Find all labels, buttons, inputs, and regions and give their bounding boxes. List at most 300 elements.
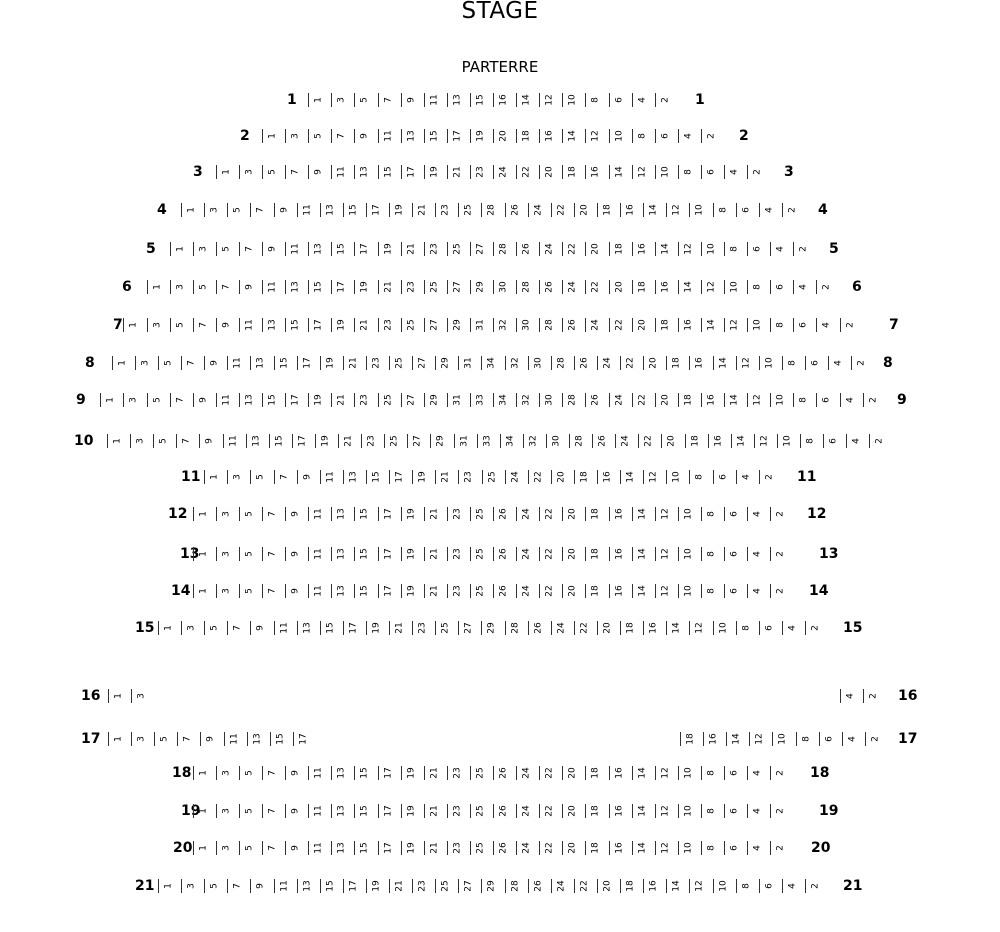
seat[interactable] bbox=[130, 433, 148, 449]
seat[interactable] bbox=[366, 469, 384, 485]
seat[interactable] bbox=[193, 241, 211, 257]
seat[interactable] bbox=[747, 583, 765, 599]
seat[interactable] bbox=[361, 433, 379, 449]
seat[interactable] bbox=[308, 546, 326, 562]
seat[interactable] bbox=[401, 583, 419, 599]
seat[interactable] bbox=[389, 620, 407, 636]
seat[interactable] bbox=[227, 469, 245, 485]
seat[interactable] bbox=[447, 546, 465, 562]
seat[interactable] bbox=[562, 765, 580, 781]
seat[interactable] bbox=[181, 355, 199, 371]
seat[interactable] bbox=[250, 620, 268, 636]
seat[interactable] bbox=[539, 241, 557, 257]
seat[interactable] bbox=[447, 128, 465, 144]
seat[interactable] bbox=[285, 840, 303, 856]
seat[interactable] bbox=[401, 241, 419, 257]
seat[interactable] bbox=[227, 878, 245, 894]
seat[interactable] bbox=[800, 433, 818, 449]
seat[interactable] bbox=[308, 803, 326, 819]
seat[interactable] bbox=[262, 241, 280, 257]
seat[interactable] bbox=[805, 620, 823, 636]
seat[interactable] bbox=[158, 355, 176, 371]
seat[interactable] bbox=[401, 765, 419, 781]
seat[interactable] bbox=[632, 840, 650, 856]
seat[interactable] bbox=[701, 840, 719, 856]
seat[interactable] bbox=[308, 164, 326, 180]
seat[interactable] bbox=[401, 546, 419, 562]
seat[interactable] bbox=[562, 803, 580, 819]
seat[interactable] bbox=[562, 546, 580, 562]
seat[interactable] bbox=[401, 92, 419, 108]
seat[interactable] bbox=[562, 392, 580, 408]
seat[interactable] bbox=[539, 546, 557, 562]
seat[interactable] bbox=[158, 878, 176, 894]
seat[interactable] bbox=[493, 317, 511, 333]
seat[interactable] bbox=[285, 164, 303, 180]
seat[interactable] bbox=[689, 878, 707, 894]
seat[interactable] bbox=[470, 583, 488, 599]
seat[interactable] bbox=[447, 241, 465, 257]
seat[interactable] bbox=[620, 202, 638, 218]
seat[interactable] bbox=[516, 92, 534, 108]
seat[interactable] bbox=[793, 392, 811, 408]
seat[interactable] bbox=[713, 878, 731, 894]
seat[interactable] bbox=[331, 840, 349, 856]
seat[interactable] bbox=[620, 878, 638, 894]
seat[interactable] bbox=[354, 803, 372, 819]
seat[interactable] bbox=[770, 317, 788, 333]
seat[interactable] bbox=[493, 241, 511, 257]
seat[interactable] bbox=[424, 317, 442, 333]
seat[interactable] bbox=[539, 583, 557, 599]
seat[interactable] bbox=[816, 279, 834, 295]
seat[interactable] bbox=[401, 840, 419, 856]
seat[interactable] bbox=[736, 620, 754, 636]
seat[interactable] bbox=[609, 583, 627, 599]
seat[interactable] bbox=[574, 469, 592, 485]
seat[interactable] bbox=[493, 803, 511, 819]
seat[interactable] bbox=[412, 878, 430, 894]
seat[interactable] bbox=[331, 92, 349, 108]
seat[interactable] bbox=[678, 546, 696, 562]
seat[interactable] bbox=[354, 128, 372, 144]
seat[interactable] bbox=[343, 202, 361, 218]
seat[interactable] bbox=[424, 164, 442, 180]
seat[interactable] bbox=[585, 317, 603, 333]
seat[interactable] bbox=[609, 840, 627, 856]
seat[interactable] bbox=[615, 433, 633, 449]
seat[interactable] bbox=[204, 202, 222, 218]
seat[interactable] bbox=[401, 164, 419, 180]
seat[interactable] bbox=[204, 469, 222, 485]
seat[interactable] bbox=[285, 317, 303, 333]
seat[interactable] bbox=[782, 620, 800, 636]
seat[interactable] bbox=[782, 202, 800, 218]
seat[interactable] bbox=[655, 317, 673, 333]
seat[interactable] bbox=[239, 840, 257, 856]
seat[interactable] bbox=[759, 355, 777, 371]
seat[interactable] bbox=[851, 355, 869, 371]
seat[interactable] bbox=[701, 546, 719, 562]
seat[interactable] bbox=[869, 433, 887, 449]
seat[interactable] bbox=[597, 469, 615, 485]
seat[interactable] bbox=[262, 164, 280, 180]
seat[interactable] bbox=[239, 392, 257, 408]
seat[interactable] bbox=[772, 731, 790, 747]
seat[interactable] bbox=[708, 433, 726, 449]
seat[interactable] bbox=[562, 164, 580, 180]
seat[interactable] bbox=[285, 241, 303, 257]
seat[interactable] bbox=[759, 202, 777, 218]
seat[interactable] bbox=[632, 765, 650, 781]
seat[interactable] bbox=[539, 392, 557, 408]
seat[interactable] bbox=[724, 241, 742, 257]
seat[interactable] bbox=[216, 279, 234, 295]
seat[interactable] bbox=[389, 878, 407, 894]
seat[interactable] bbox=[401, 128, 419, 144]
seat[interactable] bbox=[354, 164, 372, 180]
seat[interactable] bbox=[701, 128, 719, 144]
seat[interactable] bbox=[239, 241, 257, 257]
seat[interactable] bbox=[216, 164, 234, 180]
seat[interactable] bbox=[574, 202, 592, 218]
seat[interactable] bbox=[678, 840, 696, 856]
seat[interactable] bbox=[378, 279, 396, 295]
seat[interactable] bbox=[703, 731, 721, 747]
seat[interactable] bbox=[747, 317, 765, 333]
seat[interactable] bbox=[216, 241, 234, 257]
seat[interactable] bbox=[447, 317, 465, 333]
seat[interactable] bbox=[777, 433, 795, 449]
seat[interactable] bbox=[262, 583, 280, 599]
seat[interactable] bbox=[239, 164, 257, 180]
seat[interactable] bbox=[378, 128, 396, 144]
seat[interactable] bbox=[447, 506, 465, 522]
seat[interactable] bbox=[204, 355, 222, 371]
seat[interactable] bbox=[609, 279, 627, 295]
seat[interactable] bbox=[493, 765, 511, 781]
seat[interactable] bbox=[516, 546, 534, 562]
seat[interactable] bbox=[770, 840, 788, 856]
seat[interactable] bbox=[343, 878, 361, 894]
seat[interactable] bbox=[724, 164, 742, 180]
seat[interactable] bbox=[239, 583, 257, 599]
seat[interactable] bbox=[747, 241, 765, 257]
seat[interactable] bbox=[655, 765, 673, 781]
seat[interactable] bbox=[632, 241, 650, 257]
seat[interactable] bbox=[689, 620, 707, 636]
seat[interactable] bbox=[505, 355, 523, 371]
seat[interactable] bbox=[331, 279, 349, 295]
seat[interactable] bbox=[193, 803, 211, 819]
seat[interactable] bbox=[505, 202, 523, 218]
seat[interactable] bbox=[782, 355, 800, 371]
seat[interactable] bbox=[574, 620, 592, 636]
seat[interactable] bbox=[585, 803, 603, 819]
seat[interactable] bbox=[331, 392, 349, 408]
seat[interactable] bbox=[632, 317, 650, 333]
seat[interactable] bbox=[796, 731, 814, 747]
seat[interactable] bbox=[378, 392, 396, 408]
seat[interactable] bbox=[666, 355, 684, 371]
seat[interactable] bbox=[331, 803, 349, 819]
seat[interactable] bbox=[816, 317, 834, 333]
seat[interactable] bbox=[447, 392, 465, 408]
seat[interactable] bbox=[551, 469, 569, 485]
seat[interactable] bbox=[458, 878, 476, 894]
seat[interactable] bbox=[597, 620, 615, 636]
seat[interactable] bbox=[840, 317, 858, 333]
seat[interactable] bbox=[678, 583, 696, 599]
seat[interactable] bbox=[412, 469, 430, 485]
seat[interactable] bbox=[401, 317, 419, 333]
seat[interactable] bbox=[378, 164, 396, 180]
seat[interactable] bbox=[562, 128, 580, 144]
seat[interactable] bbox=[308, 92, 326, 108]
seat[interactable] bbox=[193, 317, 211, 333]
seat[interactable] bbox=[493, 164, 511, 180]
seat[interactable] bbox=[193, 546, 211, 562]
seat[interactable] bbox=[412, 202, 430, 218]
seat[interactable] bbox=[424, 128, 442, 144]
seat[interactable] bbox=[216, 803, 234, 819]
seat[interactable] bbox=[842, 731, 860, 747]
seat[interactable] bbox=[539, 840, 557, 856]
seat[interactable] bbox=[585, 164, 603, 180]
seat[interactable] bbox=[331, 506, 349, 522]
seat[interactable] bbox=[528, 202, 546, 218]
seat[interactable] bbox=[199, 433, 217, 449]
seat[interactable] bbox=[770, 506, 788, 522]
seat[interactable] bbox=[470, 164, 488, 180]
seat[interactable] bbox=[655, 506, 673, 522]
seat[interactable] bbox=[193, 279, 211, 295]
seat[interactable] bbox=[308, 279, 326, 295]
seat[interactable] bbox=[435, 202, 453, 218]
seat[interactable] bbox=[378, 840, 396, 856]
seat[interactable] bbox=[239, 803, 257, 819]
seat[interactable] bbox=[401, 506, 419, 522]
seat[interactable] bbox=[216, 840, 234, 856]
seat[interactable] bbox=[632, 128, 650, 144]
seat[interactable] bbox=[297, 469, 315, 485]
seat[interactable] bbox=[477, 433, 495, 449]
seat[interactable] bbox=[713, 469, 731, 485]
seat[interactable] bbox=[308, 317, 326, 333]
seat[interactable] bbox=[181, 620, 199, 636]
seat[interactable] bbox=[666, 620, 684, 636]
seat[interactable] bbox=[701, 583, 719, 599]
seat[interactable] bbox=[331, 164, 349, 180]
seat[interactable] bbox=[747, 392, 765, 408]
seat[interactable] bbox=[793, 317, 811, 333]
seat[interactable] bbox=[470, 92, 488, 108]
seat[interactable] bbox=[770, 765, 788, 781]
seat[interactable] bbox=[770, 583, 788, 599]
seat[interactable] bbox=[505, 878, 523, 894]
seat[interactable] bbox=[435, 469, 453, 485]
seat[interactable] bbox=[562, 506, 580, 522]
seat[interactable] bbox=[551, 620, 569, 636]
seat[interactable] bbox=[216, 506, 234, 522]
seat[interactable] bbox=[204, 878, 222, 894]
seat[interactable] bbox=[366, 878, 384, 894]
seat[interactable] bbox=[354, 765, 372, 781]
seat[interactable] bbox=[308, 583, 326, 599]
seat[interactable] bbox=[863, 688, 881, 704]
seat[interactable] bbox=[227, 355, 245, 371]
seat[interactable] bbox=[505, 620, 523, 636]
seat[interactable] bbox=[736, 355, 754, 371]
seat[interactable] bbox=[724, 803, 742, 819]
seat[interactable] bbox=[782, 878, 800, 894]
seat[interactable] bbox=[216, 546, 234, 562]
seat[interactable] bbox=[378, 506, 396, 522]
seat[interactable] bbox=[539, 765, 557, 781]
seat[interactable] bbox=[747, 803, 765, 819]
seat[interactable] bbox=[747, 546, 765, 562]
seat[interactable] bbox=[193, 583, 211, 599]
seat[interactable] bbox=[840, 688, 858, 704]
seat[interactable] bbox=[274, 469, 292, 485]
seat[interactable] bbox=[285, 583, 303, 599]
seat[interactable] bbox=[609, 164, 627, 180]
seat[interactable] bbox=[378, 765, 396, 781]
seat[interactable] bbox=[458, 355, 476, 371]
seat[interactable] bbox=[585, 279, 603, 295]
seat[interactable] bbox=[354, 506, 372, 522]
seat[interactable] bbox=[366, 355, 384, 371]
seat[interactable] bbox=[516, 506, 534, 522]
seat[interactable] bbox=[320, 878, 338, 894]
seat[interactable] bbox=[262, 392, 280, 408]
seat[interactable] bbox=[516, 803, 534, 819]
seat[interactable] bbox=[678, 317, 696, 333]
seat[interactable] bbox=[424, 241, 442, 257]
seat[interactable] bbox=[592, 433, 610, 449]
seat[interactable] bbox=[805, 355, 823, 371]
seat[interactable] bbox=[170, 241, 188, 257]
seat[interactable] bbox=[655, 92, 673, 108]
seat[interactable] bbox=[528, 469, 546, 485]
seat[interactable] bbox=[424, 392, 442, 408]
seat[interactable] bbox=[216, 317, 234, 333]
seat[interactable] bbox=[285, 392, 303, 408]
seat[interactable] bbox=[354, 279, 372, 295]
seat[interactable] bbox=[528, 355, 546, 371]
seat[interactable] bbox=[216, 765, 234, 781]
seat[interactable] bbox=[285, 128, 303, 144]
seat[interactable] bbox=[724, 317, 742, 333]
seat[interactable] bbox=[470, 765, 488, 781]
seat[interactable] bbox=[562, 317, 580, 333]
seat[interactable] bbox=[274, 620, 292, 636]
seat[interactable] bbox=[262, 279, 280, 295]
seat[interactable] bbox=[747, 840, 765, 856]
seat[interactable] bbox=[493, 92, 511, 108]
seat[interactable] bbox=[315, 433, 333, 449]
seat[interactable] bbox=[308, 765, 326, 781]
seat[interactable] bbox=[170, 317, 188, 333]
seat[interactable] bbox=[539, 164, 557, 180]
seat[interactable] bbox=[354, 92, 372, 108]
seat[interactable] bbox=[655, 241, 673, 257]
seat[interactable] bbox=[447, 164, 465, 180]
seat[interactable] bbox=[701, 765, 719, 781]
seat[interactable] bbox=[678, 506, 696, 522]
seat[interactable] bbox=[569, 433, 587, 449]
seat[interactable] bbox=[343, 355, 361, 371]
seat[interactable] bbox=[632, 583, 650, 599]
seat[interactable] bbox=[516, 241, 534, 257]
seat[interactable] bbox=[308, 506, 326, 522]
seat[interactable] bbox=[609, 128, 627, 144]
seat[interactable] bbox=[574, 355, 592, 371]
seat[interactable] bbox=[269, 433, 287, 449]
seat[interactable] bbox=[701, 392, 719, 408]
seat[interactable] bbox=[770, 392, 788, 408]
seat[interactable] bbox=[378, 241, 396, 257]
seat[interactable] bbox=[223, 433, 241, 449]
seat[interactable] bbox=[285, 279, 303, 295]
seat[interactable] bbox=[655, 803, 673, 819]
seat[interactable] bbox=[632, 279, 650, 295]
seat[interactable] bbox=[493, 279, 511, 295]
seat[interactable] bbox=[585, 128, 603, 144]
seat[interactable] bbox=[331, 583, 349, 599]
seat[interactable] bbox=[320, 469, 338, 485]
seat[interactable] bbox=[632, 803, 650, 819]
seat[interactable] bbox=[643, 469, 661, 485]
seat[interactable] bbox=[701, 164, 719, 180]
seat[interactable] bbox=[609, 803, 627, 819]
seat[interactable] bbox=[181, 878, 199, 894]
seat[interactable] bbox=[135, 355, 153, 371]
seat[interactable] bbox=[292, 433, 310, 449]
seat[interactable] bbox=[193, 765, 211, 781]
seat[interactable] bbox=[493, 840, 511, 856]
seat[interactable] bbox=[516, 317, 534, 333]
seat[interactable] bbox=[262, 840, 280, 856]
seat[interactable] bbox=[112, 355, 130, 371]
seat[interactable] bbox=[366, 202, 384, 218]
seat[interactable] bbox=[516, 279, 534, 295]
seat[interactable] bbox=[632, 164, 650, 180]
seat[interactable] bbox=[331, 241, 349, 257]
seat[interactable] bbox=[736, 202, 754, 218]
seat[interactable] bbox=[285, 765, 303, 781]
seat[interactable] bbox=[407, 433, 425, 449]
seat[interactable] bbox=[493, 506, 511, 522]
seat[interactable] bbox=[224, 731, 242, 747]
seat[interactable] bbox=[227, 202, 245, 218]
seat[interactable] bbox=[516, 392, 534, 408]
seat[interactable] bbox=[643, 202, 661, 218]
seat[interactable] bbox=[354, 546, 372, 562]
seat[interactable] bbox=[749, 731, 767, 747]
seat[interactable] bbox=[724, 765, 742, 781]
seat[interactable] bbox=[274, 878, 292, 894]
seat[interactable] bbox=[528, 878, 546, 894]
seat[interactable] bbox=[193, 840, 211, 856]
seat[interactable] bbox=[632, 506, 650, 522]
seat[interactable] bbox=[609, 317, 627, 333]
seat[interactable] bbox=[153, 433, 171, 449]
seat[interactable] bbox=[481, 878, 499, 894]
seat[interactable] bbox=[539, 317, 557, 333]
seat[interactable] bbox=[424, 803, 442, 819]
seat[interactable] bbox=[666, 202, 684, 218]
